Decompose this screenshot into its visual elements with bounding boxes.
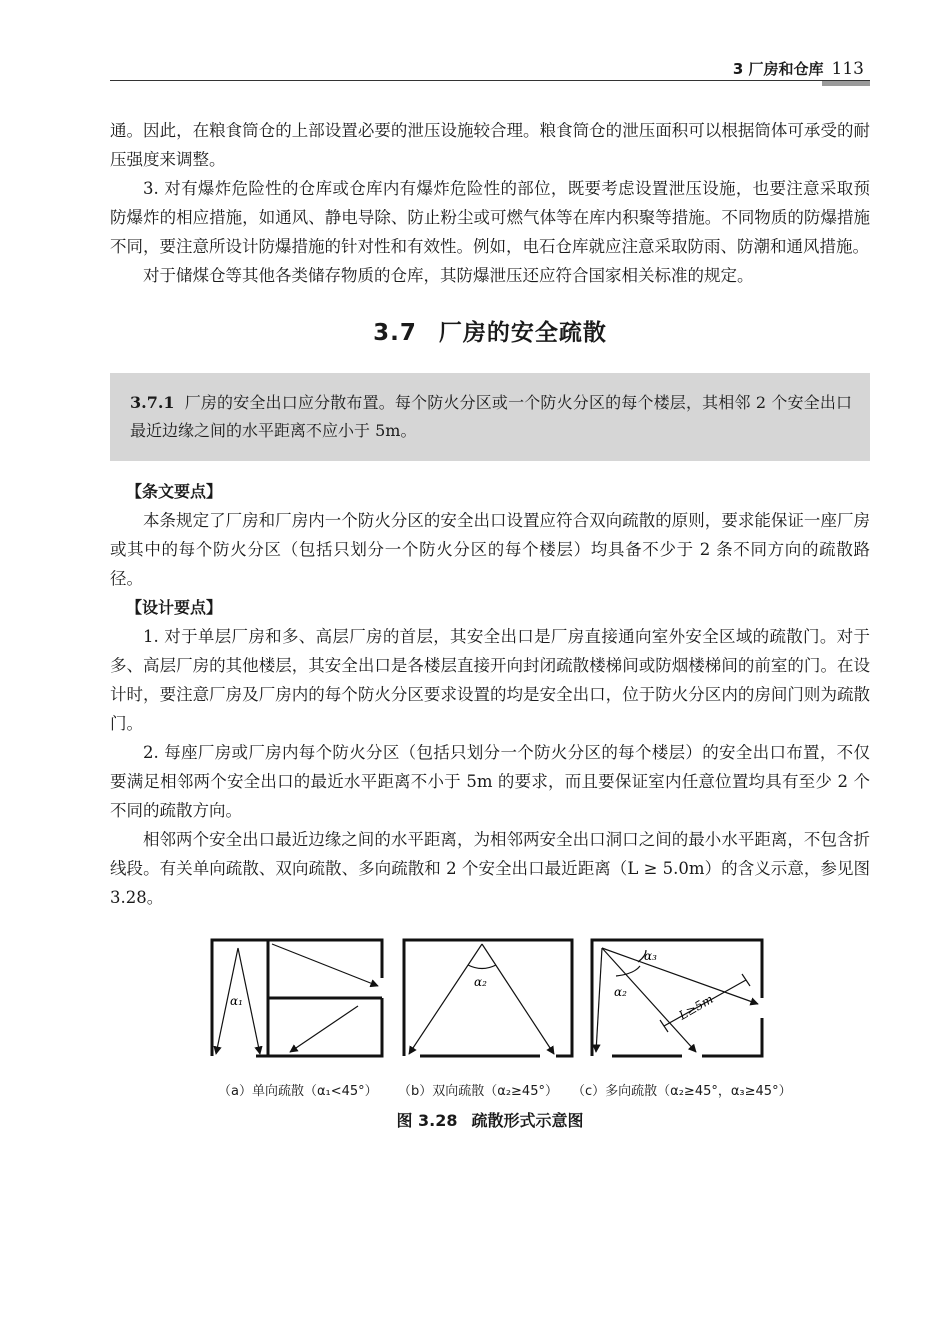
code-clause-box (110, 373, 870, 461)
figure-number: 图 3.28 (396, 1111, 458, 1130)
design-points-label: 【设计要点】 (126, 598, 223, 617)
header-rule (110, 80, 870, 81)
paragraph: 对于储煤仓等其他各类储存物质的仓库，其防爆泄压还应符合国家相关标准的规定。 (143, 266, 754, 285)
partition-a (268, 940, 382, 1056)
figure-title (110, 1108, 870, 1131)
paragraph: 通。因此，在粮食筒仓的上部设置必要的泄压设施较合理。粮食筒仓的泄压面积可以根据筒体可承受的耐压强度来调整。 (110, 121, 870, 169)
section-number: 3.7 (373, 320, 417, 346)
figure-3-28 (110, 930, 870, 1130)
paragraph: 3. 对有爆炸危险性的仓库或仓库内有爆炸危险性的部位，既要考虑设置泄压设施，也要注意采取预防爆炸的相应措施，如通风、静电导除、防止粉尘或可燃气体等在库内积聚等措施。不同物质的防爆措施不同，要注意所设计防爆措施的针对性和有效性。例如，电石仓库就应注意采取防雨、防潮和通风措施。 (110, 179, 870, 256)
page-header (110, 58, 870, 82)
section-title: 厂房的安全疏散 (438, 320, 607, 346)
clause-number: 3.7.1 (130, 393, 175, 412)
caption-b: （b）双向疏散（α₂≥45°） (398, 1084, 558, 1099)
caption-c: （c）多向疏散（α₂≥45°，α₃≥45°） (572, 1084, 792, 1099)
key-points-label: 【条文要点】 (126, 482, 223, 501)
header-bar (822, 81, 870, 86)
angle-label-a1: α₁ (230, 994, 243, 1008)
paragraph: 2. 每座厂房或厂房内每个防火分区（包括只划分一个防火分区的每个楼层）的安全出口布置，不仅要满足相邻两个安全出口的最近水平距离不小于 5m 的要求，而且要保证室内任意位置均具有至少 2 个不同的疏散方向。 (110, 743, 870, 820)
page-body (110, 116, 870, 1130)
room-outline-b (404, 940, 572, 1056)
clause-text: 厂房的安全出口应分散布置。每个防火分区或一个防火分区的每个楼层，其相邻 2 个安全出口最近边缘之间的水平距离不应小于 5m。 (130, 393, 852, 440)
paragraph: 本条规定了厂房和厂房内一个防火分区的安全出口设置应符合双向疏散的原则，要求能保证一座厂房或其中的每个防火分区（包括只划分一个防火分区的每个楼层）均具备不少于 2 条不同方向的疏散路径。 (110, 511, 870, 588)
evacuation-diagram (206, 930, 786, 1080)
angle-label-a3: α₃ (644, 949, 657, 963)
distance-label: L≥5m (676, 991, 716, 1023)
angle-label-a2-b: α₂ (474, 975, 487, 989)
running-head (733, 58, 864, 79)
caption-a: （a）单向疏散（α₁<45°） (218, 1084, 378, 1099)
paragraph: 相邻两个安全出口最近边缘之间的水平距离，为相邻两安全出口洞口之间的最小水平距离，不包含折线段。有关单向疏散、双向疏散、多向疏散和 2 个安全出口最近距离（L ≥ 5.0m）的含义示意，参见图 3.28。 (110, 830, 870, 907)
page-number: 113 (831, 59, 864, 79)
chapter-title: 3 厂房和仓库 (732, 60, 824, 78)
figure-title-text: 疏散形式示意图 (471, 1111, 584, 1130)
code-clause (130, 389, 852, 445)
paragraph: 1. 对于单层厂房和多、高层厂房的首层，其安全出口是厂房直接通向室外安全区域的疏散门。对于多、高层厂房的其他楼层，其安全出口是各楼层直接开向封闭疏散楼梯间或防烟楼梯间的前室的门。在设计时，要注意厂房及厂房内的每个防火分区要求设置的均是安全出口，位于防火分区内的房间门则为疏散门。 (110, 627, 870, 733)
angle-label-a2-c: α₂ (614, 985, 627, 999)
section-heading (110, 314, 870, 347)
